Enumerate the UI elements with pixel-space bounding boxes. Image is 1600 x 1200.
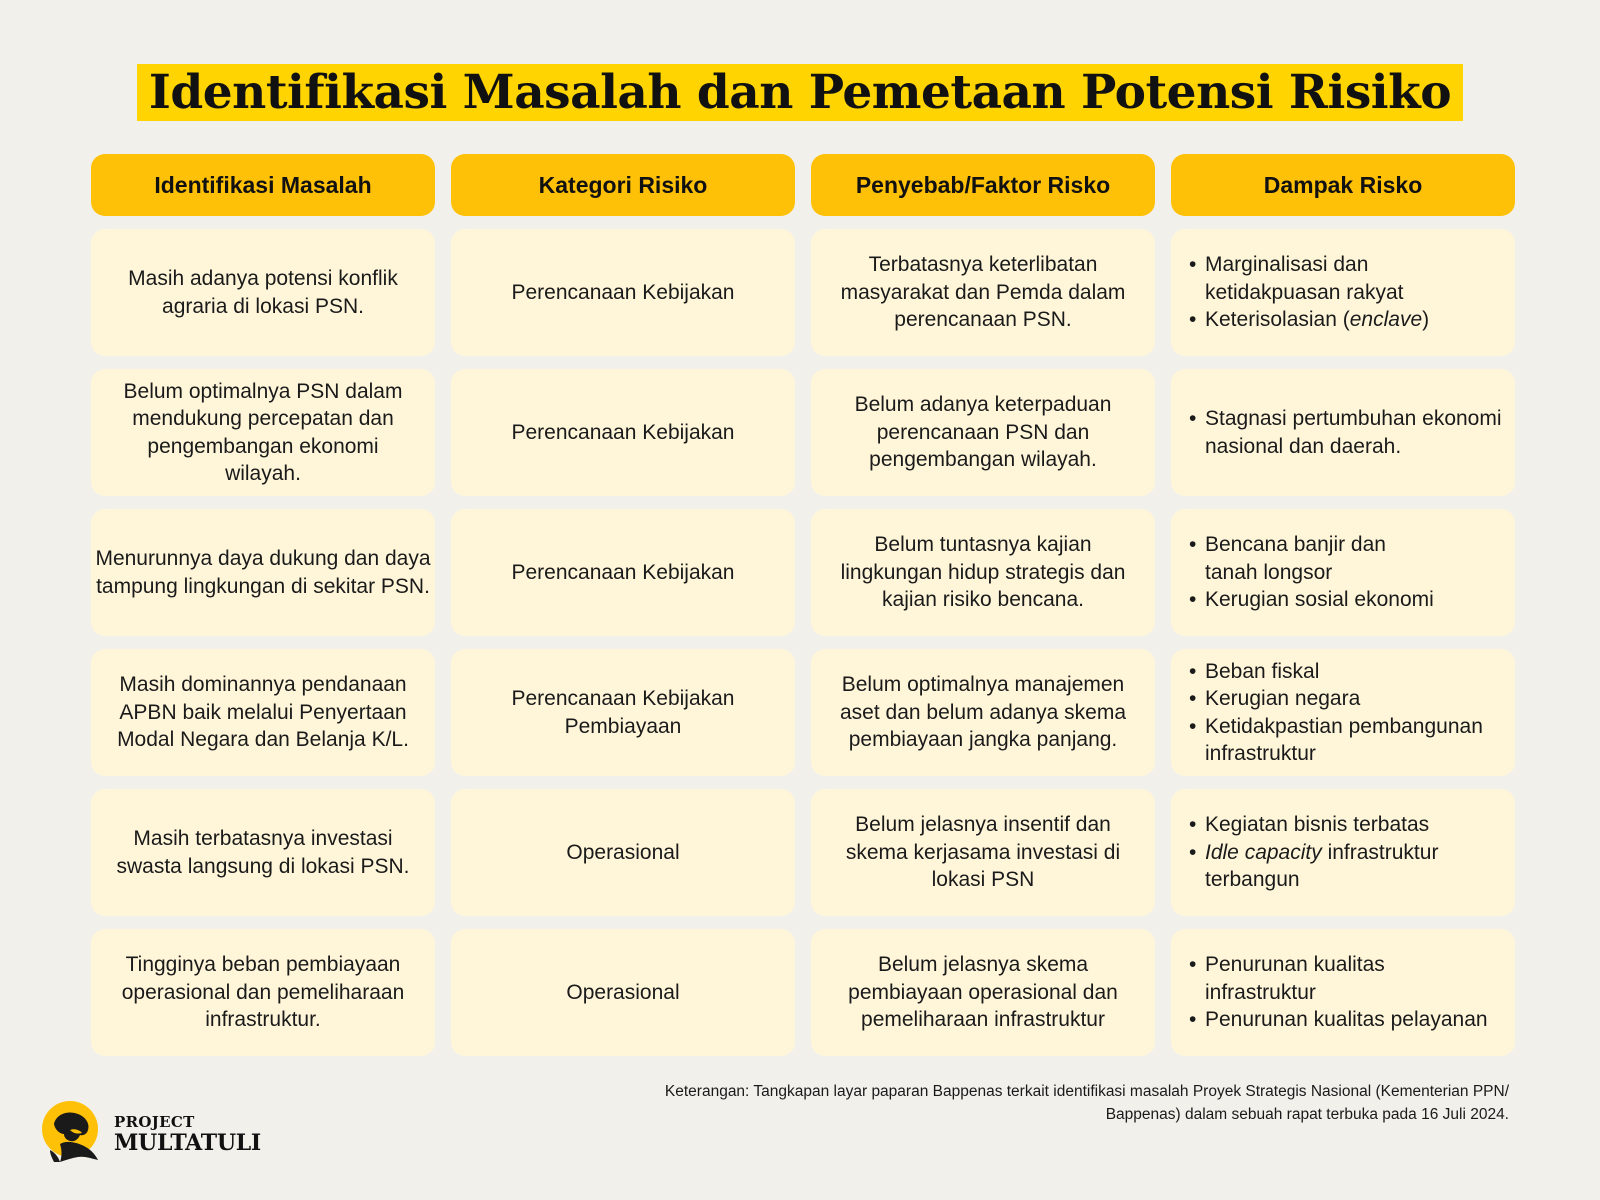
page-title: Identifikasi Masalah dan Pemetaan Potensi Risiko xyxy=(137,64,1463,121)
cell-kategori xyxy=(451,789,795,916)
cell-penyebab xyxy=(811,369,1155,496)
cell-masalah xyxy=(91,229,435,356)
cell-text: Belum adanya keterpaduan perencanaan PSN dan pengembangan wilayah. xyxy=(854,393,1112,472)
cell-dampak xyxy=(1171,929,1515,1056)
cell-masalah xyxy=(91,509,435,636)
dampak-item-text: Kerugian sosial ekonomi xyxy=(1205,588,1434,612)
header-identifikasi-masalah: Identifikasi Masalah xyxy=(91,154,435,216)
dampak-list xyxy=(1189,811,1438,894)
cell-dampak xyxy=(1171,509,1515,636)
cell-text: Belum tuntasnya kajian lingkungan hidup strategis dan kajian risiko bencana. xyxy=(840,533,1126,612)
cell-penyebab xyxy=(811,649,1155,776)
footnote-line-2: Bappenas) dalam sebuah rapat terbuka pada 16 Juli 2024. xyxy=(1105,1106,1509,1123)
logo-line-project: PROJECT xyxy=(114,1113,195,1131)
cell-text: Perencanaan Kebijakan xyxy=(511,420,735,444)
dampak-item xyxy=(1189,811,1438,839)
dampak-item xyxy=(1189,658,1503,686)
project-multatuli-logo xyxy=(40,1100,300,1170)
dampak-item-text: Bencana banjir dan tanah longsor xyxy=(1205,533,1386,584)
cell-penyebab xyxy=(811,229,1155,356)
cell-text: Masih terbatasnya investasi swasta langsung di lokasi PSN. xyxy=(116,827,410,878)
dampak-item-text: Penurunan kualitas infrastruktur xyxy=(1205,953,1385,1004)
cell-kategori xyxy=(451,649,795,776)
cell-text: Operasional xyxy=(566,980,680,1004)
logo-text xyxy=(114,1114,261,1155)
cell-text: Terbatasnya keterlibatan masyarakat dan Pemda dalam perencanaan PSN. xyxy=(840,253,1126,332)
cell-penyebab xyxy=(811,509,1155,636)
cell-kategori xyxy=(451,229,795,356)
dampak-item-text: Stagnasi pertumbuhan ekonomi nasional dan daerah. xyxy=(1205,407,1502,458)
cell-kategori xyxy=(451,929,795,1056)
risk-table xyxy=(91,154,1515,1056)
cell-text: Tingginya beban pembiayaan operasional dan pemeliharaan infrastruktur. xyxy=(121,953,405,1032)
cell-dampak xyxy=(1171,369,1515,496)
title-wrapper xyxy=(0,64,1600,121)
cell-text: Menurunnya daya dukung dan daya tampung lingkungan di sekitar PSN. xyxy=(95,547,431,598)
cell-masalah xyxy=(91,929,435,1056)
cell-kategori xyxy=(451,509,795,636)
cell-masalah xyxy=(91,649,435,776)
cell-kategori xyxy=(451,369,795,496)
dampak-item xyxy=(1189,713,1503,768)
cell-text: Perencanaan Kebijakan Pembiayaan xyxy=(511,687,735,738)
dampak-list xyxy=(1189,531,1434,614)
dampak-item: • Idle capacity infrastruktur terbangun xyxy=(1189,839,1438,894)
header-dampak-risiko: Dampak Risko xyxy=(1171,154,1515,216)
cell-penyebab xyxy=(811,929,1155,1056)
dampak-item xyxy=(1189,685,1503,713)
cell-dampak xyxy=(1171,789,1515,916)
dampak-item-text: Kerugian negara xyxy=(1205,687,1361,710)
dampak-item xyxy=(1189,951,1488,1006)
cell-dampak xyxy=(1171,229,1515,356)
cell-masalah xyxy=(91,369,435,496)
dampak-item xyxy=(1189,531,1434,586)
footnote xyxy=(529,1080,1509,1126)
dampak-item-text: Ketidakpastian pembangunan infrastruktur xyxy=(1205,714,1483,765)
cell-dampak xyxy=(1171,649,1515,776)
dampak-item xyxy=(1189,586,1434,614)
dampak-item-text: Penurunan kualitas pelayanan xyxy=(1205,1008,1488,1032)
dampak-list xyxy=(1189,405,1503,460)
multatuli-portrait-icon xyxy=(40,1100,102,1164)
cell-text: Belum jelasnya insentif dan skema kerjasama investasi di lokasi PSN xyxy=(845,813,1121,892)
dampak-list xyxy=(1189,658,1503,768)
logo-line-multatuli: MULTATULI xyxy=(114,1130,261,1156)
cell-text: Perencanaan Kebijakan xyxy=(511,280,735,304)
header-kategori-risiko: Kategori Risiko xyxy=(451,154,795,216)
dampak-item-text: Kegiatan bisnis terbatas xyxy=(1205,813,1430,837)
cell-text: Belum jelasnya skema pembiayaan operasional dan pemeliharaan infrastruktur xyxy=(848,953,1118,1032)
dampak-item xyxy=(1189,1006,1488,1034)
cell-text: Masih adanya potensi konflik agraria di lokasi PSN. xyxy=(128,267,398,318)
dampak-list xyxy=(1189,951,1488,1034)
cell-text: Operasional xyxy=(566,840,680,864)
header-penyebab-faktor-risiko: Penyebab/Faktor Risko xyxy=(811,154,1155,216)
cell-text: Belum optimalnya manajemen aset dan belum adanya skema pembiayaan jangka panjang. xyxy=(839,673,1126,752)
cell-text: Masih dominannya pendanaan APBN baik melalui Penyertaan Modal Negara dan Belanja K/L. xyxy=(117,673,409,752)
dampak-item-text: Beban fiskal xyxy=(1205,659,1320,683)
cell-text: Perencanaan Kebijakan xyxy=(511,560,735,584)
dampak-list xyxy=(1189,251,1445,334)
dampak-item: • Marginalisasi dan ketidakpuasan rakyat xyxy=(1189,251,1445,306)
cell-text: Belum optimalnya PSN dalam mendukung percepatan dan pengembangan ekonomi wilayah. xyxy=(123,379,403,485)
dampak-item: • Keterisolasian (enclave) xyxy=(1189,306,1445,334)
cell-masalah xyxy=(91,789,435,916)
cell-penyebab xyxy=(811,789,1155,916)
dampak-item xyxy=(1189,405,1503,460)
footnote-line-1: Keterangan: Tangkapan layar paparan Bappenas terkait identifikasi masalah Proyek Strategis Nasional (Kementerian PPN/ xyxy=(664,1083,1509,1100)
